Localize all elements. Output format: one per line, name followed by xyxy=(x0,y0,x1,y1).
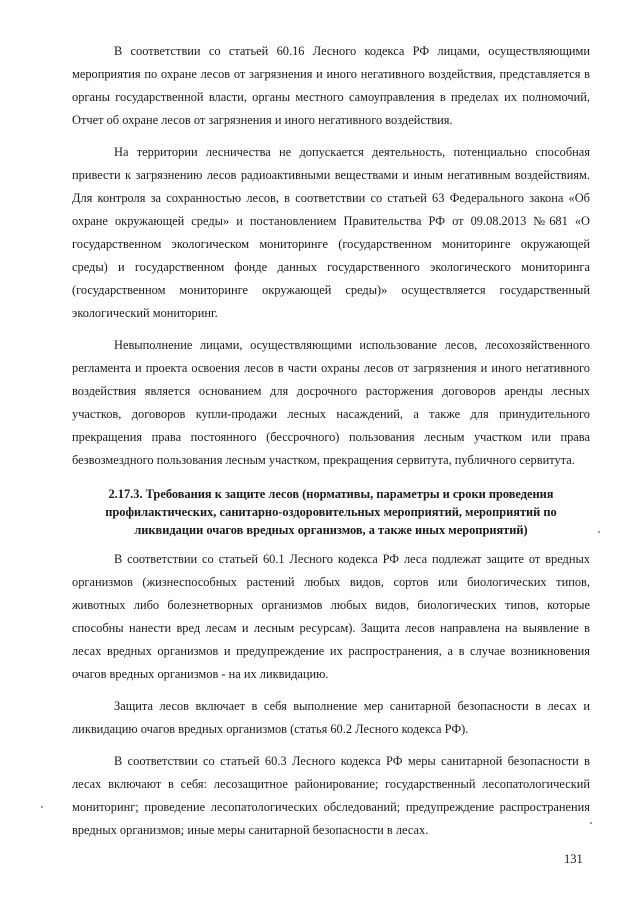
scan-speck xyxy=(598,531,600,533)
scan-speck xyxy=(590,822,592,824)
paragraph-sanitary-safety-list: В соответствии со статьей 60.3 Лесного кодекса РФ меры санитарной безопасности в лесах включают в себя: лесозащитное районирование; государственный лесопатологический мониторинг; проведение лесопатологических обследований; предупреждение распространения вредных организмов; иные меры санитарной безопасности в лесах. xyxy=(72,754,590,837)
scan-speck xyxy=(41,806,43,808)
paragraph-ecological-monitoring: На территории лесничества не допускается деятельность, потенциально способная привести к загрязнению лесов радиоактивными веществами и иным негативным воздействиям. Для контроля за сохранностью лесов, в соответствии со статьей 63 Федерального закона «Об охране окружающей среды» и постановлением Правительства РФ от 09.08.2013 №681 «О государственном экологическом мониторинге (государственном мониторинге окружающей среды) и государственном фонде данных государственного экологического мониторинга (государственном мониторинге окружающей среды)» осуществляется государственный экологический мониторинг. xyxy=(72,145,590,320)
section-heading-2-17-3: 2.17.3. Требования к защите лесов (нормативы, параметры и сроки проведения профилактических, санитарно-оздоровительных мероприятий, мероприятий по ликвидации очагов вредных организмов, а также иных мероприятий) xyxy=(105,487,557,537)
paragraph-report-on-forest-protection: В соответствии со статьей 60.16 Лесного кодекса РФ лицами, осуществляющими мероприятия по охране лесов от загрязнения и иного негативного воздействия, представляется в органы государственной власти, органы местного самоуправления в пределах их полномочий, Отчет об охране лесов от загрязнения и иного негативного воздействия. xyxy=(72,44,590,127)
paragraph-protection-from-harmful-organisms: В соответствии со статьей 60.1 Лесного кодекса РФ леса подлежат защите от вредных организмов (жизнеспособных растений любых видов, сортов или биологических типов, животных либо болезнетворных организмов любых видов, биологических типов, которые способны нанести вред лесам и лесным ресурсам). Защита лесов направлена на выявление в лесах вредных организмов и предупреждение их распространения, а в случае возникновения очагов вредных организмов - на их ликвидацию. xyxy=(72,552,590,681)
page-number: 131 xyxy=(564,852,583,866)
page-body xyxy=(72,40,590,851)
paragraph-sanitary-safety-measures: Защита лесов включает в себя выполнение мер санитарной безопасности в лесах и ликвидацию очагов вредных организмов (статья 60.2 Лесного кодекса РФ). xyxy=(72,699,590,736)
paragraph-termination-of-contracts: Невыполнение лицами, осуществляющими использование лесов, лесохозяйственного регламента и проекта освоения лесов в части охраны лесов от загрязнения и иного негативного воздействия является основанием для досрочного расторжения договоров аренды лесных участков, договоров купли-продажи лесных насаждений, а также для принудительного прекращения права постоянного (бессрочного) пользования лесным участком или права безвозмездного пользования лесным участком, прекращения сервитута, публичного сервитута. xyxy=(72,338,590,467)
